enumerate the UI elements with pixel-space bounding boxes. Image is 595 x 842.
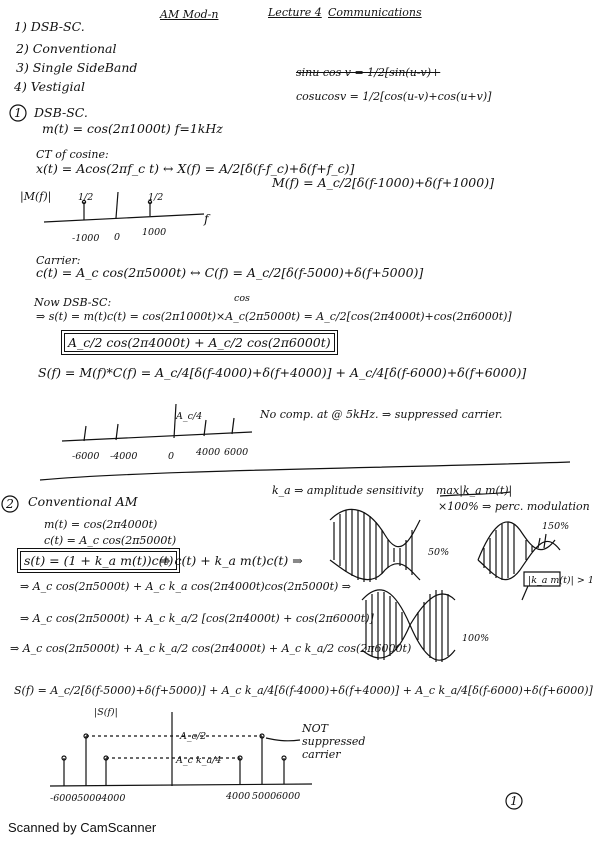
conv-line4: ⇒ A_c cos(2π5000t) + A_c k_a/2 cos(2π4000t) + A_c k_a/2 cos(2π6000t): [10, 642, 412, 655]
spec1-amp-left: 1/2: [78, 192, 94, 203]
conv-line2: ⇒ A_c cos(2π5000t) + A_c k_a cos(2π4000t)cos(2π5000t) ⇒: [20, 580, 352, 593]
conv-section-title: Conventional AM: [28, 494, 138, 509]
spec2-delta-6000: [232, 418, 234, 434]
conv-sf-eq: S(f) = A_c/2[δ(f-5000)+δ(f+5000)] + A_c k_a/4[δ(f-4000)+δ(f+4000)] + A_c k_a/4[δ(f-6000)+δ(f+6000)]: [14, 684, 593, 697]
section-number-2: 2: [6, 496, 14, 511]
dsb-section-title: DSB-SC.: [34, 105, 88, 120]
spec1-axis-f: f: [204, 211, 209, 226]
conv-tick-4000: 4000: [226, 791, 251, 802]
cos-product-identity: cosucosv = 1/2[cos(u-v)+cos(u+v)]: [296, 90, 492, 103]
topic-conventional: 2) Conventional: [16, 41, 117, 56]
spec2-delta-neg4000: [116, 424, 118, 440]
conv-line3: ⇒ A_c cos(2π5000t) + A_c k_a/2 [cos(2π4000t) + cos(2π6000t)]: [20, 612, 374, 625]
conv-tick-neg4000: -4000: [98, 793, 126, 804]
course-title: AM Mod-n: [160, 8, 219, 21]
spec2-tick-4000: 4000: [196, 447, 221, 458]
wave-50-hatch: [334, 509, 412, 582]
scanner-watermark: Scanned by CamScanner: [8, 820, 157, 835]
spec1-tick-0: 0: [114, 232, 121, 243]
now-dsb-label: Now DSB-SC:: [34, 296, 112, 309]
spectrum-m-label: |M(f)|: [20, 190, 52, 203]
wave-50-label: 50%: [428, 547, 450, 558]
wave-100-label: 100%: [462, 633, 490, 644]
section-separator: [40, 462, 570, 480]
topic-dsb-sc: 1) DSB-SC.: [14, 19, 85, 34]
dsb-boxed-result: [64, 336, 335, 349]
spec2-tick-neg6000: -6000: [72, 451, 100, 462]
perc-mod-note: ×100% ⇒ perc. modulation: [438, 500, 590, 513]
overmod-label: |k_a m(t)| > 1: [528, 575, 594, 586]
conv-amp-sideband: A_c k_a/4: [176, 755, 222, 766]
conv-tick-6000: 6000: [276, 791, 301, 802]
ct-cosine-eq: x(t) = Acos(2πf_c t) ↔ X(f) = A/2[δ(f-f_c)+δ(f+f_c)]: [36, 161, 355, 176]
max-ka-note: max|k_a m(t)|: [436, 484, 513, 497]
conv-tick-neg6000: -6000: [50, 793, 78, 804]
wave-100-env-top: [362, 590, 455, 625]
conv-dot-6000: [282, 756, 286, 760]
wave-50-env-bot: [330, 560, 420, 580]
spec2-delta-4000: [204, 420, 206, 436]
spec1-tick-1000: 1000: [142, 227, 167, 238]
conv-message: m(t) = cos(2π4000t): [44, 518, 158, 531]
wave-150-label: 150%: [542, 521, 570, 532]
dsb-s-eq: ⇒ s(t) = m(t)c(t) = cos(2π1000t)×A_c(2π5000t) = A_c/2[cos(2π4000t)+cos(2π6000t)]: [36, 310, 512, 323]
boxed-result-text: A_c/2 cos(2π4000t) + A_c/2 cos(2π6000t): [64, 333, 335, 352]
conv-amp-carrier: A_c/2: [180, 731, 207, 742]
spec2-amp-label: A_c/4: [176, 411, 203, 422]
conv-st-rest: ⇒ c(t) + k_a m(t)c(t) ⇒: [160, 553, 303, 568]
struck-identity: sinu cos v = 1/2[sin(u-v)+: [296, 66, 441, 79]
conv-dot-4000: [238, 756, 242, 760]
spec1-tick-neg1000: -1000: [72, 233, 100, 244]
conv-st-boxed: [20, 554, 177, 567]
overmod-arrow: [522, 586, 528, 600]
wave-150-hatch: [484, 522, 546, 580]
st-boxed-text: s(t) = (1 + k_a m(t))c(t): [20, 551, 177, 570]
conv-spec-axis: [50, 784, 312, 786]
carrier-eq: c(t) = A_c cos(2π5000t) ↔ C(f) = A_c/2[δ(f-5000)+δ(f+5000)]: [36, 265, 424, 280]
conv-dot-neg4000: [104, 756, 108, 760]
m-spectrum-eq: M(f) = A_c/2[δ(f-1000)+δ(f+1000)]: [272, 175, 494, 190]
conv-dot-neg5000: [84, 734, 88, 738]
page-number: 1: [510, 793, 518, 808]
spec2-tick-neg4000: -4000: [110, 451, 138, 462]
spec2-tick-6000: 6000: [224, 447, 249, 458]
ka-note: k_a ⇒ amplitude sensitivity: [272, 484, 424, 497]
spec2-tick-0: 0: [168, 451, 175, 462]
conv-carrier: c(t) = A_c cos(2π5000t): [44, 534, 177, 547]
conv-dot-5000: [260, 734, 264, 738]
topic-vestigial: 4) Vestigial: [14, 79, 85, 94]
topic-ssb: 3) Single SideBand: [16, 60, 138, 75]
conv-dot-neg6000: [62, 756, 66, 760]
subject-title: Communications: [328, 6, 422, 19]
lecture-title: Lecture 4: [268, 6, 322, 19]
not-suppressed-arrow: [266, 738, 300, 741]
wave-50-env-top: [330, 509, 420, 546]
spec1-amp-right: 1/2: [148, 192, 164, 203]
spec1-center-arrow: [116, 192, 118, 218]
cos-correction: cos: [234, 293, 250, 304]
section-number-1: 1: [14, 105, 22, 120]
dsb-sf-eq: S(f) = M(f)*C(f) = A_c/4[δ(f-4000)+δ(f+4000)] + A_c/4[δ(f-6000)+δ(f+6000)]: [38, 365, 527, 380]
spec2-axis: [62, 432, 252, 441]
carrier-label: Carrier:: [36, 254, 81, 267]
ct-cosine-label: CT of cosine:: [36, 148, 109, 161]
spec2-delta-neg6000: [84, 426, 86, 441]
conv-tick-5000: 5000: [252, 791, 277, 802]
conv-tick-neg5000: -5000: [74, 793, 102, 804]
not-suppressed-note: NOT suppressed carrier: [302, 722, 366, 761]
dsb-message: m(t) = cos(2π1000t) f=1kHz: [42, 121, 223, 136]
spec1-axis: [44, 214, 204, 222]
conv-sf-label: |S(f)|: [94, 707, 118, 718]
no-carrier-note: No comp. at @ 5kHz. ⇒ suppressed carrier.: [260, 408, 503, 421]
